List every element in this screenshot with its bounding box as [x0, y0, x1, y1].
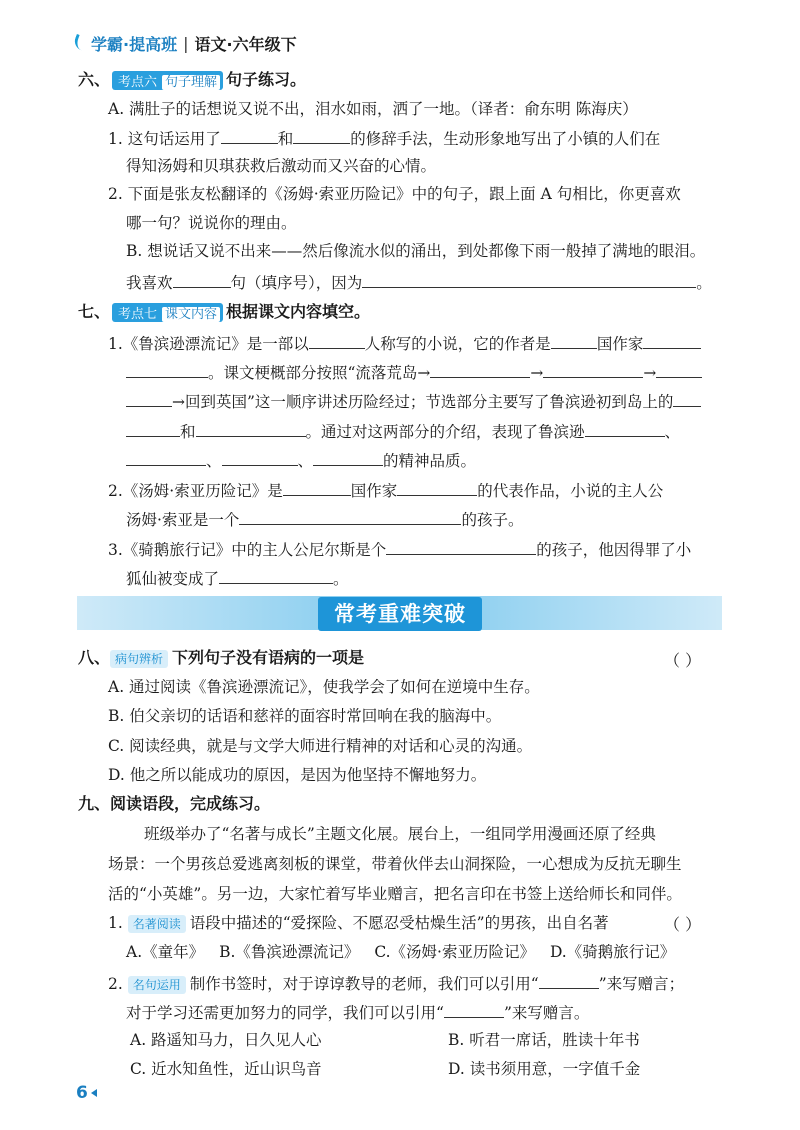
- s7-q1-line3: [126, 390, 701, 412]
- answer-blank[interactable]: [126, 361, 208, 378]
- question-number: 2.: [108, 975, 123, 993]
- answer-blank[interactable]: [643, 332, 701, 349]
- s7-q1-line4: [126, 420, 680, 442]
- text: 的孩子，他因得罪了小: [536, 541, 692, 559]
- section-title: 句子练习。: [226, 70, 307, 89]
- s9-passage-line3: 活的“小英雄”。另一边，大家忙着写毕业赠言，把名言印在书签上送给师长和同伴。: [108, 885, 682, 903]
- tag-point: 考点六: [118, 75, 158, 90]
- text: 制作书签时，对于谆谆教导的老师，我们可以引用“: [189, 975, 539, 993]
- s9-q2-option-a: A. 路遥知马力，日久见人心: [130, 1031, 322, 1049]
- text: 我喜欢: [126, 274, 173, 292]
- question-tag: 名句运用: [128, 976, 186, 994]
- answer-blank[interactable]: [222, 449, 298, 466]
- section-tag: 病句辨析: [110, 650, 168, 668]
- s7-q1-line5: [126, 449, 476, 471]
- s6-question-2-cont: 哪一句？说说你的理由。: [126, 214, 297, 232]
- answer-blank[interactable]: [362, 271, 696, 288]
- text: 1. 这句话运用了: [108, 130, 221, 148]
- answer-blank[interactable]: [221, 127, 278, 144]
- s9-q1-options: [126, 942, 675, 962]
- answer-blank[interactable]: [239, 508, 461, 525]
- tag-topic: 课文内容: [162, 307, 220, 322]
- text: →: [530, 364, 544, 382]
- page-number-text: 6: [76, 1083, 88, 1103]
- s9-passage-line2: 场景：一个男孩总爱逃离刻板的课堂，带着伙伴去山洞探险，一心想成为反抗无聊生: [108, 855, 682, 873]
- s6-question-1-cont: 得知汤姆和贝琪获救后激动而又兴奋的心情。: [126, 157, 437, 175]
- s9-passage-line1: 班级举办了“名著与成长”主题文化展。展台上，一组同学用漫画还原了经典: [144, 825, 656, 843]
- section-number: 八、: [78, 648, 111, 667]
- s6-question-2: 2. 下面是张友松翻译的《汤姆·索亚历险记》中的句子，跟上面 A 句相比，你更喜欢: [108, 185, 681, 203]
- answer-blank[interactable]: [386, 538, 536, 555]
- brand-logo-icon: [72, 34, 91, 52]
- answer-blank[interactable]: [551, 332, 597, 349]
- option-c: C.《汤姆·索亚历险记》: [374, 943, 535, 961]
- option-a: A.《童年》: [126, 943, 205, 961]
- s8-option-b: B. 伯父亲切的话语和慈祥的面容时常回响在我的脑海中。: [108, 707, 502, 725]
- text: 。课文梗概部分按照“流落荒岛→: [208, 364, 431, 382]
- page-number: [76, 1083, 97, 1103]
- answer-parentheses[interactable]: （ ）: [664, 651, 702, 670]
- answer-blank[interactable]: [293, 127, 350, 144]
- s7-q1-line2: [126, 361, 702, 383]
- text: 的代表作品，小说的主人公: [477, 482, 664, 500]
- text: 对于学习还需更加努力的同学，我们可以引用“: [126, 1004, 444, 1022]
- text: 1.《鲁滨逊漂流记》是一部以: [108, 335, 309, 353]
- text: 的修辞手法，生动形象地写出了小镇的人们在: [350, 130, 661, 148]
- answer-blank[interactable]: [313, 449, 383, 466]
- s8-option-a: A. 通过阅读《鲁滨逊漂流记》，使我学会了如何在逆境中生存。: [108, 678, 540, 696]
- text: 、: [297, 452, 314, 470]
- section-8-heading: [78, 648, 364, 668]
- s7-q2-line2: [126, 508, 523, 530]
- text: 和: [277, 130, 294, 148]
- text: 国作家: [596, 335, 644, 353]
- question-text: 语段中描述的“爱探险、不愿忍受枯燥生活”的男孩，出自名著: [189, 914, 609, 932]
- s6-sentence-a: A. 满肚子的话想说又说不出，泪水如雨，洒了一地。（译者：俞东明 陈海庆）: [108, 100, 638, 118]
- s9-q2-option-b: B. 听君一席话，胜读十年书: [448, 1031, 640, 1049]
- option-d: D.《骑鹅旅行记》: [549, 943, 676, 961]
- answer-blank[interactable]: [219, 567, 333, 584]
- s7-q3-line2: [126, 567, 349, 589]
- text: →: [643, 364, 657, 382]
- s9-question-2: [108, 972, 684, 994]
- page-header: [74, 30, 297, 56]
- text: →回到英国”这一顺序讲述历险经过；节选部分主要写了鲁滨逊初到岛上的: [172, 393, 674, 411]
- text: 人称写的小说，它的作者是: [364, 335, 551, 353]
- text: 汤姆·索亚是一个: [126, 511, 240, 529]
- section-9-heading: 九、阅读语段，完成练习。: [78, 794, 271, 813]
- s9-question-1: [108, 913, 609, 933]
- header-separator: |: [183, 33, 189, 53]
- text: 3.《骑鹅旅行记》中的主人公尼尔斯是个: [108, 541, 387, 559]
- section-tag: [112, 303, 223, 322]
- s7-q2-line1: [108, 479, 663, 501]
- text: 、: [664, 423, 681, 441]
- s8-option-c: C. 阅读经典，就是与文学大师进行精神的对话和心灵的沟通。: [108, 737, 533, 755]
- brand-name: 学霸·提高班: [91, 34, 178, 54]
- s6-question-1: [108, 127, 660, 149]
- answer-blank[interactable]: [585, 420, 665, 437]
- s7-q1-line1: [108, 332, 701, 354]
- answer-blank[interactable]: [656, 361, 702, 378]
- s6-sentence-b: B. 想说话又说不出来——然后像流水似的涌出，到处都像下雨一般掉了满地的眼泪。: [126, 242, 706, 260]
- answer-blank[interactable]: [539, 972, 599, 989]
- answer-blank[interactable]: [126, 390, 172, 407]
- section-title: 根据课文内容填空。: [226, 302, 371, 321]
- section-title: 下列句子没有语病的一项是: [172, 648, 365, 667]
- answer-blank[interactable]: [283, 479, 351, 496]
- s9-q2-option-d: D. 读书须用意，一字值千金: [448, 1060, 641, 1078]
- text: 句（填序号），因为: [230, 274, 363, 292]
- answer-blank[interactable]: [196, 420, 306, 437]
- text: 和: [180, 423, 196, 441]
- tag-point: 考点七: [118, 307, 158, 322]
- page-arrow-icon: [91, 1089, 97, 1097]
- question-number: 1.: [108, 914, 123, 932]
- answer-blank[interactable]: [309, 332, 365, 349]
- text: 2.《汤姆·索亚历险记》是: [108, 482, 283, 500]
- text: ”来写赠言；: [598, 975, 685, 993]
- section-banner-title: 常考重难突破: [318, 597, 482, 631]
- text: 狐仙被变成了: [126, 570, 220, 588]
- text: 国作家: [350, 482, 398, 500]
- answer-blank[interactable]: [126, 420, 180, 437]
- text: ”来写赠言。: [503, 1004, 590, 1022]
- answer-blank[interactable]: [397, 479, 477, 496]
- s9-q2-option-c: C. 近水知鱼性，近山识鸟音: [130, 1060, 322, 1078]
- section-tag: [112, 71, 223, 90]
- section-number: 七、: [78, 302, 111, 321]
- text: 。通过对这两部分的介绍，表现了鲁滨逊: [305, 423, 585, 441]
- section-7-heading: [78, 302, 370, 322]
- answer-parentheses[interactable]: （ ）: [664, 915, 702, 934]
- s8-option-d: D. 他之所以能成功的原因，是因为他坚持不懈地努力。: [108, 766, 487, 784]
- section-number: 六、: [78, 70, 111, 89]
- answer-blank[interactable]: [444, 1001, 504, 1018]
- text: 的精神品质。: [383, 452, 477, 470]
- text: 。: [333, 570, 349, 588]
- s7-q3-line1: [108, 538, 691, 560]
- text: 。: [696, 274, 712, 292]
- tag-topic: 句子理解: [162, 75, 220, 90]
- option-b: B.《鲁滨逊漂流记》: [219, 943, 360, 961]
- text: 的孩子。: [461, 511, 524, 529]
- section-6-heading: [78, 70, 306, 90]
- s6-answer-line: [126, 271, 712, 293]
- answer-blank[interactable]: [430, 361, 530, 378]
- answer-blank[interactable]: [673, 390, 701, 407]
- course-name: 语文·六年级下: [194, 34, 297, 54]
- answer-blank[interactable]: [543, 361, 643, 378]
- answer-blank[interactable]: [173, 271, 231, 288]
- question-tag: 名著阅读: [128, 915, 186, 933]
- answer-blank[interactable]: [126, 449, 206, 466]
- text: 、: [206, 452, 222, 470]
- s9-question-2-cont: [126, 1001, 589, 1023]
